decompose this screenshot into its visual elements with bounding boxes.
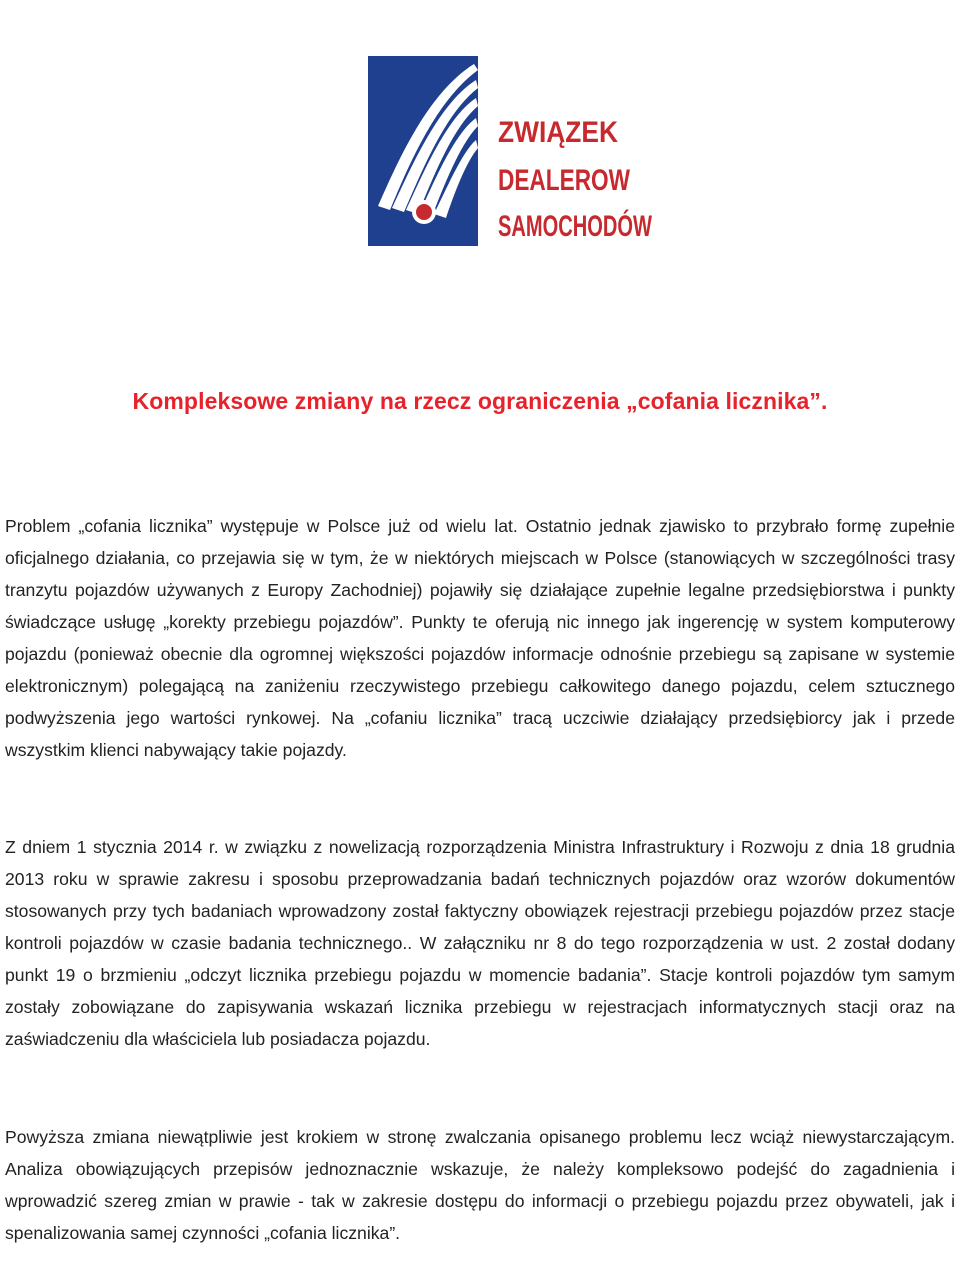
logo-text-line3: SAMOCHODÓW <box>498 210 728 243</box>
association-logo <box>362 56 728 250</box>
paragraph-1: Problem „cofania licznika” występuje w Polsce już od wielu lat. Ostatnio jednak zjawisko to przybrało formę zupełnie oficjalnego działania, co przejawia się w tym, że w niektórych miejscach w Polsce (stanowiących w szczególności trasy tranzytu pojazdów używanych z Europy Zachodniej) pojawiły się działające zupełnie legalne przedsiębiorstwa i punkty świadczące usługę „korekty przebiegu pojazdów”. Punkty te oferują nic innego jak ingerencję w system komputerowy pojazdu (ponieważ obecnie dla ogromnej większości pojazdów informacje odnośnie przebiegu są zapisane w systemie elektronicznym) polegającą na zaniżeniu rzeczywistego przebiegu całkowitego danego pojazdu, celem sztucznego podwyższenia jego wartości rynkowej. Na „cofaniu licznika” tracą uczciwie działający przedsiębiorcy jak i przede wszystkim klienci nabywający takie pojazdy. <box>5 516 955 760</box>
paragraph-3: Powyższa zmiana niewątpliwie jest krokiem w stronę zwalczania opisanego problemu lecz wciąż niewystarczającym. Analiza obowiązujących przepisów jednoznacznie wskazuje, że należy kompleksowo podejść do zagadnienia i wprowadzić szereg zmian w prawie - tak w zakresie dostępu do informacji o przebiegu pojazdu przez obywateli, jak i spenalizowania samej czynności „cofania licznika”. <box>5 1127 955 1243</box>
logo-red-dot <box>416 204 432 220</box>
logo-graphic <box>362 56 728 250</box>
logo-text-line2: DEALEROW <box>498 164 631 197</box>
document-title: Kompleksowe zmiany na rzecz ograniczenia „cofania licznika”. <box>132 388 828 414</box>
paragraph-2: Z dniem 1 stycznia 2014 r. w związku z nowelizacją rozporządzenia Ministra Infrastruktury i Rozwoju z dnia 18 grudnia 2013 roku w sprawie zakresu i sposobu przeprowadzania badań technicznych pojazdów oraz wzorów dokumentów stosowanych przy tych badaniach wprowadzony został faktyczny obowiązek rejestracji przebiegu pojazdów przez stacje kontroli pojazdów w czasie badania technicznego.. W załączniku nr 8 do tego rozporządzenia w ust. 2 został dodany punkt 19 o brzmieniu „odczyt licznika przebiegu pojazdu w momencie badania”. Stacje kontroli pojazdów tym samym zostały zobowiązane do zapisywania wskazań licznika przebiegu w rejestracjach informatycznych stacji oraz na zaświadczeniu dla właściciela lub posiadacza pojazdu. <box>5 837 955 1049</box>
logo-text-line1: ZWIĄZEK <box>498 116 619 149</box>
